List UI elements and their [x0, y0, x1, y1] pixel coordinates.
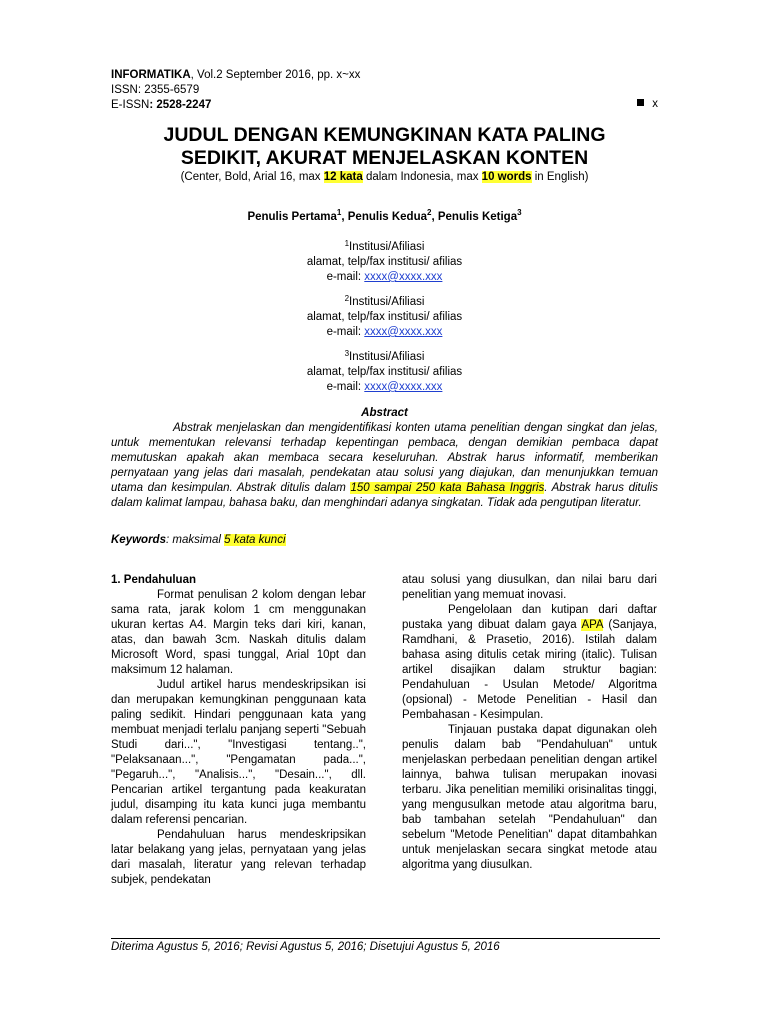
- affiliation-address: alamat, telp/fax institusi/ afilias: [306, 311, 463, 323]
- email-link[interactable]: xxxx@xxxx.xxx: [364, 381, 443, 393]
- affiliation-sup: 2: [344, 294, 350, 303]
- author-3-sup: 3: [517, 208, 522, 217]
- email-label: e-mail:: [326, 326, 365, 338]
- affiliation-email-row: [111, 325, 658, 340]
- affiliation-address: alamat, telp/fax institusi/ afilias: [306, 366, 463, 378]
- keywords: [111, 533, 658, 548]
- body-column-left: [111, 573, 366, 888]
- journal-citation: [111, 68, 658, 83]
- note-text: dalam Indonesia, max: [362, 171, 482, 183]
- apa-highlight: APA: [581, 619, 603, 631]
- journal-header: [111, 68, 658, 113]
- journal-volume: , Vol.2 September 2016, pp. x~xx: [190, 69, 361, 81]
- affiliation-1: [111, 240, 658, 285]
- email-label: e-mail:: [326, 271, 365, 283]
- abstract-text: . Abstrak harus ditulis dalam kalimat lampau, bahasa baku, dan menghindari adanya singkatan. Tidak ada pengutipan literatur.: [111, 482, 658, 509]
- note-text: (Center, Bold, Arial 16, max: [180, 171, 324, 183]
- square-bullet-icon: [637, 99, 644, 106]
- affiliation-institution: [111, 295, 658, 310]
- body-paragraph: Judul artikel harus mendeskripsikan isi dan merupakan kemungkinan penggunaan kata paling sedikit. Hindari penggunaan kata yang membuat menjadi terlalu panjang seperti "Sebuah Studi dari...", "Investigasi tentang..", "Pelaksanaan...", "Pengamatan pada...", "Pegaruh...", "Analisis...", "Desain...", dll. Pencarian artikel tergantung pada keakuratan judul, disamping itu kata kunci juga membantu dalam referensi pencarian.: [111, 679, 366, 826]
- institution-name: Institusi/Afiliasi: [349, 296, 425, 308]
- institution-name: Institusi/Afiliasi: [349, 351, 425, 363]
- body-column-right: [402, 573, 657, 873]
- affiliation-2: [111, 295, 658, 340]
- note-text: in English): [531, 171, 589, 183]
- email-link[interactable]: xxxx@xxxx.xxx: [364, 326, 443, 338]
- body-paragraph: Format penulisan 2 kolom dengan lebar sama rata, jarak kolom 1 cm menggunakan ukuran kertas A4. Margin teks dari kiri, kanan, atas, dan bawah 3cm. Naskah ditulis dalam Microsoft Word, spasi tunggal, Arial 10pt dan maksimum 12 halaman.: [111, 589, 366, 676]
- eissn-value: : 2528-2247: [149, 99, 212, 111]
- body-paragraph: Pendahuluan harus mendeskripsikan latar belakang yang jelas, pernyataan yang jelas dari masalah, literatur yang relevan terhadap subjek, pendekatan: [111, 829, 366, 886]
- abstract-body: [111, 421, 658, 511]
- abstract-highlight: 150 sampai 250 kata Bahasa Inggris: [350, 482, 545, 494]
- keywords-label: Keywords: [111, 534, 166, 546]
- eissn: [111, 98, 658, 113]
- body-paragraph: [402, 603, 657, 723]
- keywords-highlight: 5 kata kunci: [224, 534, 286, 546]
- abstract-text: Abstrak menjelaskan dan mengidentifikasi konten utama penelitian dengan singkat dan jelas, untuk mementukan relevansi terhadap kepentingan pembaca, dengan demikian pembaca dapat memutuskan apakah akan membaca secara keseluruhan. Abstrak harus informatif, memberikan pernyataan yang jelas dari masalah, pendekatan atau solusi yang diajukan, dan menunjukkan temuan utama dan kesimpulan. Abstrak ditulis dalam: [111, 422, 658, 494]
- author-3: , Penulis Ketiga: [431, 211, 518, 223]
- eissn-label: E-ISSN: [111, 99, 150, 111]
- section-heading: 1. Pendahuluan: [111, 574, 196, 586]
- title-line-2: SEDIKIT, AKURAT MENJELASKAN KONTEN: [180, 147, 589, 169]
- paper-title: [111, 124, 658, 170]
- title-line-1: JUDUL DENGAN KEMUNGKINAN KATA PALING: [163, 124, 606, 146]
- page-number: [637, 97, 658, 112]
- footer-divider: [111, 938, 660, 939]
- author-1-sup: 1: [336, 208, 342, 217]
- body-paragraph: atau solusi yang diusulkan, dan nilai baru dari penelitian yang memuat inovasi.: [402, 574, 657, 601]
- journal-name: INFORMATIKA: [111, 69, 191, 81]
- author-list: [111, 210, 658, 225]
- affiliation-address: alamat, telp/fax institusi/ afilias: [306, 256, 463, 268]
- note-highlight-1: 12 kata: [323, 171, 363, 183]
- affiliation-email-row: [111, 380, 658, 395]
- affiliation-sup: 3: [344, 349, 350, 358]
- author-2-sup: 2: [427, 208, 432, 217]
- author-1: Penulis Pertama: [247, 211, 337, 223]
- body-text: Pengelolaan dan kutipan dari daftar pustaka yang dibuat dalam gaya: [402, 604, 657, 631]
- keywords-text: : maksimal: [165, 534, 225, 546]
- author-2: , Penulis Kedua: [341, 211, 428, 223]
- affiliation-institution: [111, 350, 658, 365]
- email-label: e-mail:: [326, 381, 365, 393]
- affiliation-institution: [111, 240, 658, 255]
- footer-dates: Diterima Agustus 5, 2016; Revisi Agustus 5, 2016; Disetujui Agustus 5, 2016: [111, 941, 500, 953]
- institution-name: Institusi/Afiliasi: [349, 241, 425, 253]
- body-paragraph: Tinjauan pustaka dapat digunakan oleh penulis dalam bab "Pendahuluan" untuk menjelaskan perbedaan penelitian dengan artikel lainnya, bahwa tulisan merupakan inovasi terbaru. Jika penelitian memiliki orisinalitas tinggi, yang mengusulkan metode atau algoritma baru, bab tambahan setelah "Pendahuluan" dan sebelum "Metode Penelitian" dapat ditambahkan untuk menjelaskan secara singkat metode atau algoritma yang diusulkan.: [402, 724, 657, 871]
- page-number-text: x: [652, 98, 658, 110]
- affiliation-email-row: [111, 270, 658, 285]
- abstract-heading: Abstract: [361, 407, 408, 419]
- title-format-note: [111, 170, 658, 185]
- note-highlight-2: 10 words: [481, 171, 532, 183]
- issn: ISSN: 2355-6579: [111, 84, 200, 96]
- email-link[interactable]: xxxx@xxxx.xxx: [364, 271, 443, 283]
- body-text: (Sanjaya, Ramdhani, & Prasetio, 2016). Istilah dalam bahasa asing ditulis cetak miring (italic). Tulisan artikel disajikan dalam struktur bagian: Pendahuluan - Usulan Metode/ Algoritma (opsional) - Metode Penelitian - Hasil dan Pembahasan - Kesimpulan.: [402, 619, 658, 721]
- affiliation-3: [111, 350, 658, 395]
- affiliation-sup: 1: [344, 239, 350, 248]
